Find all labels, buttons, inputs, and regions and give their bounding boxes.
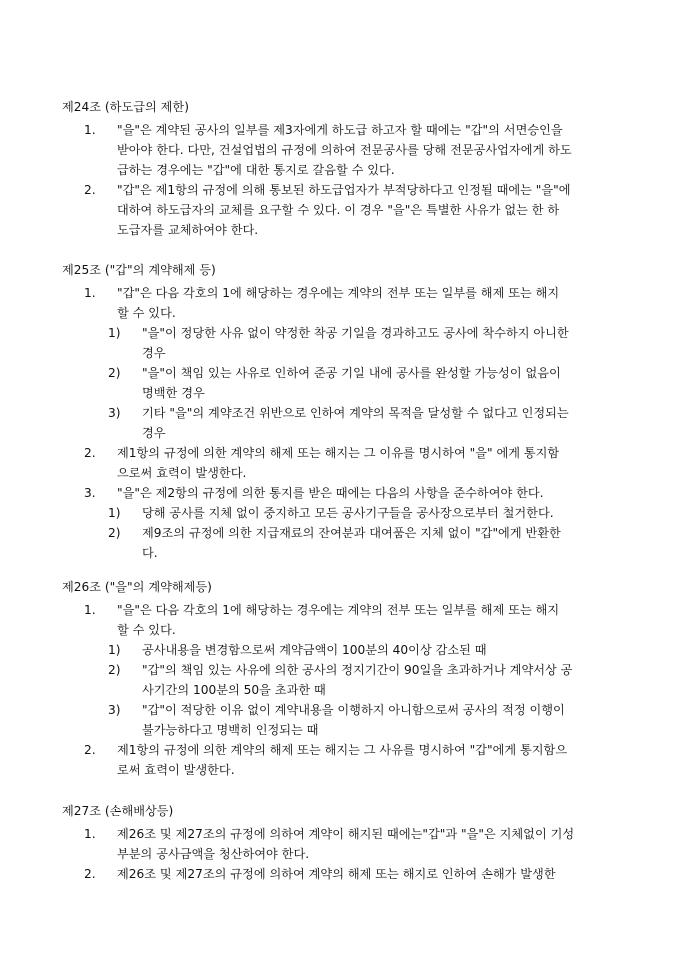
item-line: 할 수 있다.: [117, 306, 176, 320]
item-line: "갑"은 다음 각호의 1에 해당하는 경우에는 계약의 전부 또는 일부를 해제 또는 해지: [117, 286, 560, 300]
article-subitem: [108, 700, 633, 740]
item-number: 2.: [84, 743, 96, 757]
item-line: 경우: [142, 426, 166, 440]
item-number: 3.: [84, 486, 96, 500]
article-subitem: [108, 503, 633, 523]
article-subitem: [108, 640, 633, 660]
article-item: [84, 824, 629, 864]
article-item: [84, 740, 629, 780]
item-line: 도급자를 교체하여야 한다.: [117, 223, 259, 237]
article-item: [84, 600, 629, 640]
item-line: 제26조 및 제27조의 규정에 의하여 계약이 해지된 때에는"갑"과 "을"은 지체없이 기성: [117, 827, 575, 841]
item-line: 으로써 효력이 발생한다.: [117, 466, 247, 480]
item-number: 1): [108, 506, 121, 520]
article-24: [62, 97, 632, 240]
article-subitem: [108, 660, 633, 700]
article-title: 제25조 ("갑"의 계약해제 등): [62, 263, 216, 277]
article-subitem: [108, 523, 633, 563]
item-number: 1.: [84, 827, 96, 841]
item-line: 급하는 경우에는 "갑"에 대한 통지로 갈음할 수 있다.: [117, 163, 395, 177]
article-title: 제26조 ("을"의 계약해제등): [62, 580, 212, 594]
article-item: [84, 283, 629, 323]
item-number: 1.: [84, 286, 96, 300]
item-number: 1.: [84, 603, 96, 617]
article-25: [62, 260, 632, 563]
article-item: [84, 864, 629, 884]
item-line: 제1항의 규정에 의한 계약의 해제 또는 해지는 그 이유를 명시하여 "을" 에게 통지함: [117, 446, 560, 460]
article-subitem: [108, 363, 633, 403]
item-line: "을"은 제2항의 규정에 의한 통지를 받은 때에는 다음의 사항을 준수하여야 한다.: [117, 486, 544, 500]
item-number: 2): [108, 663, 121, 677]
item-line: "을"이 책임 있는 사유로 인하여 준공 기일 내에 공사를 완성할 가능성이 없음이: [142, 366, 561, 380]
article-subitem: [108, 323, 633, 363]
item-number: 3): [108, 703, 121, 717]
article-title: 제27조 (손해배상등): [62, 804, 174, 818]
article-item: [84, 443, 629, 483]
item-line: 다.: [142, 546, 158, 560]
item-line: "갑"이 적당한 이유 없이 계약내용을 이행하지 아니함으로써 공사의 적정 이행이: [142, 703, 565, 717]
item-line: 제9조의 규정에 의한 지급재료의 잔여분과 대여품은 지체 없이 "갑"에게 반환한: [142, 526, 561, 540]
item-line: 불가능하다고 명백히 인정되는 때: [142, 723, 319, 737]
item-number: 2.: [84, 183, 96, 197]
item-line: 할 수 있다.: [117, 623, 176, 637]
item-line: "을"이 정당한 사유 없이 약정한 착공 기일을 경과하고도 공사에 착수하지 아니한: [142, 326, 569, 340]
article-item: [84, 483, 629, 503]
item-number: 2): [108, 366, 121, 380]
item-line: 명백한 경우: [142, 386, 205, 400]
item-number: 2.: [84, 446, 96, 460]
item-line: 기타 "을"의 계약조건 위반으로 인하여 계약의 목적을 달성할 수 없다고 인정되는: [142, 406, 569, 420]
article-26: [62, 577, 632, 780]
item-line: "을"은 다음 각호의 1에 해당하는 경우에는 계약의 전부 또는 일부를 해제 또는 해지: [117, 603, 560, 617]
article-subitem: [108, 403, 633, 443]
article-27: [62, 801, 632, 884]
item-line: 부분의 공사금액을 청산하여야 한다.: [117, 847, 310, 861]
item-line: 대하여 하도급자의 교체를 요구할 수 있다. 이 경우 "을"은 특별한 사유가 없는 한 하: [117, 203, 560, 217]
item-line: 공사내용을 변경함으로써 계약금액이 100분의 40이상 감소된 때: [142, 643, 487, 657]
item-number: 1): [108, 643, 121, 657]
item-line: "갑"은 제1항의 규정에 의해 통보된 하도급업자가 부적당하다고 인정될 때에는 "을"에: [117, 183, 571, 197]
article-item: [84, 180, 629, 240]
item-line: 당해 공사를 지체 없이 중지하고 모든 공사기구들을 공사장으로부터 철거한다.: [142, 506, 554, 520]
item-line: 경우: [142, 346, 166, 360]
item-number: 1.: [84, 123, 96, 137]
item-line: 사기간의 100분의 50을 초과한 때: [142, 683, 326, 697]
item-line: 로써 효력이 발생한다.: [117, 763, 235, 777]
item-line: "갑"의 책임 있는 사유에 의한 공사의 정지기간이 90일을 초과하거나 계약서상 공: [142, 663, 573, 677]
article-title: 제24조 (하도급의 제한): [62, 100, 189, 114]
article-item: [84, 120, 629, 180]
item-line: 제1항의 규정에 의한 계약의 해제 또는 해지는 그 사유를 명시하여 "갑"에게 통지함으: [117, 743, 568, 757]
item-line: 제26조 및 제27조의 규정에 의하여 계약의 해제 또는 해지로 인하여 손해가 발생한: [117, 867, 556, 881]
item-number: 2.: [84, 867, 96, 881]
item-line: "을"은 계약된 공사의 일부를 제3자에게 하도급 하고자 할 때에는 "갑"의 서면승인을: [117, 123, 563, 137]
item-number: 2): [108, 526, 121, 540]
item-line: 받아야 한다. 다만, 건설업법의 규정에 의하여 전문공사를 당해 전문공사업자에게 하도: [117, 143, 572, 157]
item-number: 3): [108, 406, 121, 420]
item-number: 1): [108, 326, 121, 340]
